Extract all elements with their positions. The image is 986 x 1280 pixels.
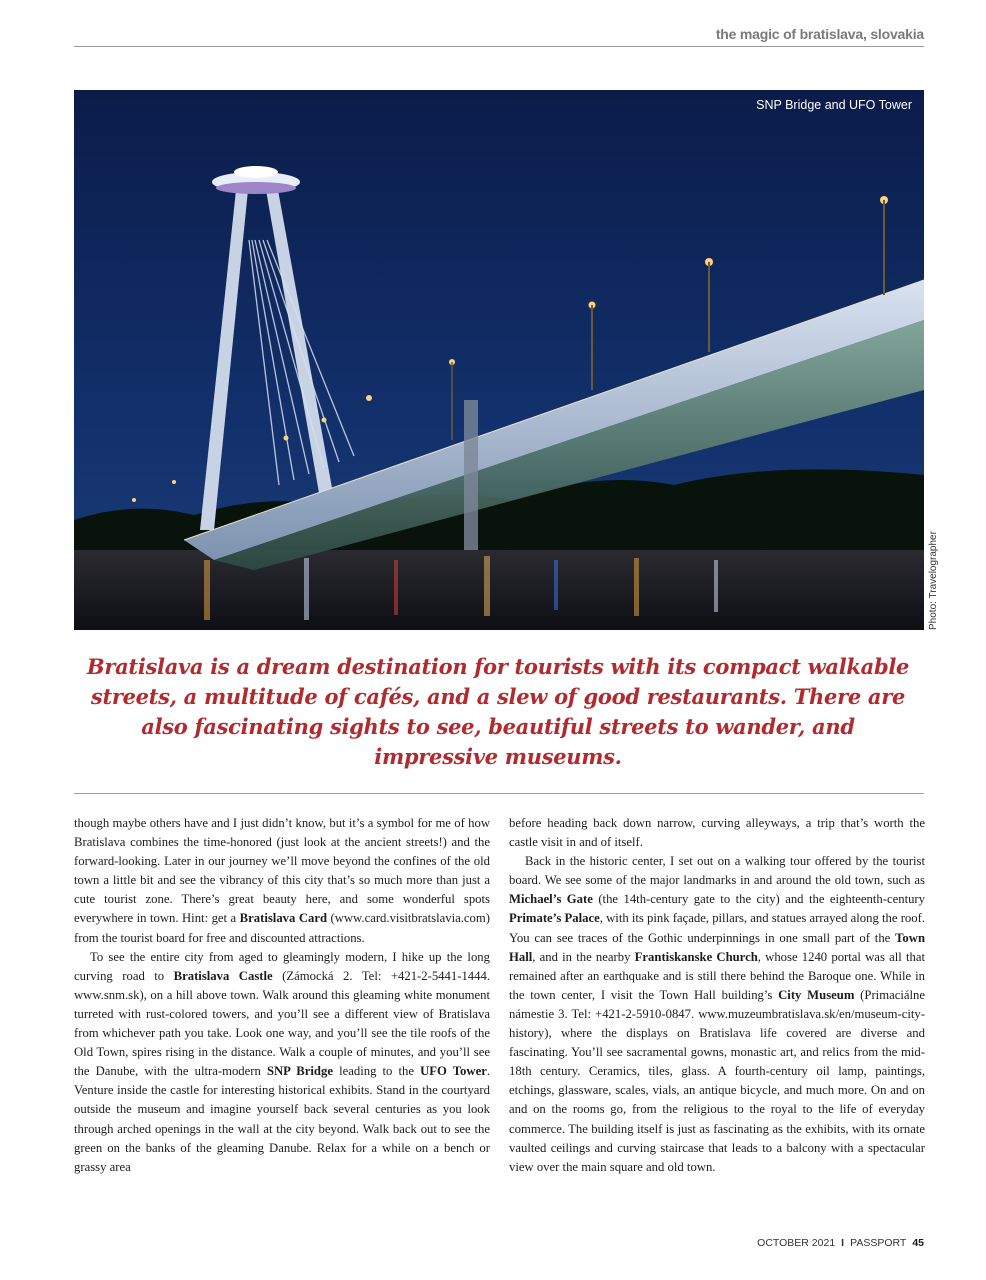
running-title: the magic of bratislava, slovakia [715,26,924,42]
body-column-right [509,814,925,1177]
footer-separator: I [841,1237,845,1249]
quote-rule [74,793,924,794]
page-footer [757,1237,924,1249]
header-rule [74,46,924,47]
magazine-name: PASSPORT [850,1237,907,1249]
paragraph: Back in the historic center, I set out on a walking tour offered by the tourist board. We see some of the major landmarks in and around the old town, such as Michael’s Gate (the 14th-century gate to the city) and the eighteenth-century Primate’s Palace, with its pink façade, pillars, and statues arrayed along the roof. You can see traces of the Gothic underpinnings in one small part of the Town Hall, and in the nearby Frantiskanske Church, whose 1240 portal was all that remained after an earthquake and is still there behind the Baroque one. While in the town center, I visit the Town Hall building’s City Museum (Primaciálne námestie 3. Tel: +421-2-5910-0847. www.muzeumbratislava.sk/en/museum-city-history), where the displays on Bratislava life covered are diverse and fascinating. You’ll see sacramental gowns, monastic art, and relics from the mid-18th century. Ceramics, tiles, glass. A fourth-century oil lamp, paintings, etchings, glassware, scales, vials, an antique bicycle, and much more. On and on and on the rooms go, from the religious to the royal to the life of everyday commerce. The building itself is just as fascinating as the exhibits, with its ornate vaulted ceilings and curving staircase that leads to a balcony with a spectacular view over the main square and old town. [509,854,926,1174]
photo-caption: SNP Bridge and UFO Tower [756,98,912,112]
issue-date: OCTOBER 2021 [757,1237,836,1249]
body-column-left [74,814,490,1177]
paragraph: To see the entire city from aged to gleamingly modern, I hike up the long curving road to Bratislava Castle (Zámocká 2. Tel: +421-2-5441-1444. www.snm.sk), on a hill above town. Walk around this gleaming white monument turreted with rust-colored towers, and you’ll see a different view of Bratislava from whichever path you take. Look one way, and you’ll see the tile roofs of the Old Town, spires rising in the distance. Walk a couple of minutes, and you’ll see the Danube, with the ultra-modern SNP Bridge leading to the UFO Tower. Venture inside the castle for interesting historical exhibits. Stand in the courtyard outside the museum and imagine yourself back several centuries as you look through arched openings in the wall at the city beyond. Walk back out to see the green on the banks of the gleaming Danube. Relax for a while on a bench or grassy area [74,949,491,1174]
pull-quote: Bratislava is a dream destination for tourists with its compact walkable streets, a multitude of cafés, and a slew of good restaurants. There are also fascinating sights to see, beautiful streets to wander, and impressive museums. [86,654,910,769]
paragraph: before heading back down narrow, curving alleyways, a trip that’s worth the castle visit in and of itself. [509,816,925,850]
paragraph: though maybe others have and I just didn’t know, but it’s a symbol for me of how Bratislava combines the time-honored (just look at the ancient streets!) and the forward-looking. Later in our journey we’ll move beyond the confines of the old town a little bit and see the vibrancy of this city that’s so much more than just a cute tourist zone. There’s great beauty here, and some wonderful spots everywhere in town. Hint: get a Bratislava Card (www.card.visitbratslavia.com) from the tourist board for free and discounted attractions. [74,816,490,945]
bridge-photo [74,90,924,630]
page-number: 45 [912,1237,924,1249]
photo-credit: Photo: Travelographer [928,531,939,630]
